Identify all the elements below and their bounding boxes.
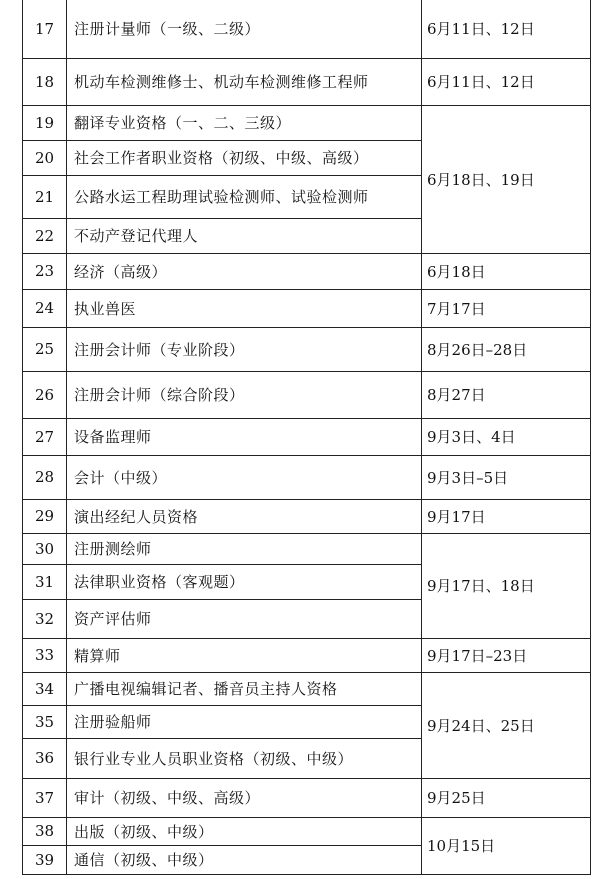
table-row [23,533,591,564]
table-row [23,499,591,533]
row-number: 35 [23,705,67,738]
exam-date: 6月11日、12日 [422,58,591,105]
exam-name: 执业兽医 [67,289,422,327]
exam-schedule-table [22,0,591,875]
row-number: 25 [23,327,67,371]
table-row [23,327,591,371]
exam-name: 资产评估师 [67,599,422,638]
table-row [23,0,591,58]
row-number: 29 [23,499,67,533]
row-number: 23 [23,253,67,289]
exam-date: 9月17日、18日 [422,533,591,638]
row-number: 33 [23,638,67,672]
exam-date: 9月24日、25日 [422,672,591,778]
exam-name: 审计（初级、中级、高级） [67,778,422,817]
row-number: 31 [23,564,67,599]
table-row [23,672,591,705]
row-number: 19 [23,105,67,140]
table-row [23,289,591,327]
row-number: 39 [23,845,67,874]
exam-name: 演出经纪人员资格 [67,499,422,533]
exam-date: 7月17日 [422,289,591,327]
row-number: 26 [23,371,67,418]
exam-name: 法律职业资格（客观题） [67,564,422,599]
exam-date: 9月25日 [422,778,591,817]
row-number: 36 [23,738,67,778]
table-row [23,371,591,418]
exam-date: 8月26日–28日 [422,327,591,371]
table-row [23,253,591,289]
row-number: 38 [23,817,67,845]
exam-name: 社会工作者职业资格（初级、中级、高级） [67,140,422,175]
table-row [23,638,591,672]
exam-name: 出版（初级、中级） [67,817,422,845]
exam-name: 注册会计师（专业阶段） [67,327,422,371]
row-number: 24 [23,289,67,327]
row-number: 18 [23,58,67,105]
exam-name: 翻译专业资格（一、二、三级） [67,105,422,140]
row-number: 32 [23,599,67,638]
exam-name: 注册计量师（一级、二级） [67,0,422,58]
exam-name: 注册测绘师 [67,533,422,564]
row-number: 30 [23,533,67,564]
row-number: 20 [23,140,67,175]
exam-name: 精算师 [67,638,422,672]
table-row [23,58,591,105]
exam-date: 8月27日 [422,371,591,418]
exam-date: 6月11日、12日 [422,0,591,58]
row-number: 22 [23,218,67,253]
table-row [23,778,591,817]
exam-name: 通信（初级、中级） [67,845,422,874]
table-row [23,455,591,499]
exam-date: 6月18日 [422,253,591,289]
exam-name: 设备监理师 [67,418,422,455]
exam-date: 9月17日 [422,499,591,533]
exam-name: 会计（中级） [67,455,422,499]
row-number: 21 [23,175,67,218]
table-row [23,817,591,845]
exam-name: 公路水运工程助理试验检测师、试验检测师 [67,175,422,218]
row-number: 37 [23,778,67,817]
exam-date: 9月3日、4日 [422,418,591,455]
exam-schedule-page [22,0,590,875]
exam-name: 银行业专业人员职业资格（初级、中级） [67,738,422,778]
exam-date: 9月3日–5日 [422,455,591,499]
exam-date: 9月17日–23日 [422,638,591,672]
exam-name: 不动产登记代理人 [67,218,422,253]
row-number: 17 [23,0,67,58]
row-number: 28 [23,455,67,499]
table-row [23,418,591,455]
exam-name: 注册验船师 [67,705,422,738]
row-number: 34 [23,672,67,705]
exam-date: 6月18日、19日 [422,105,591,253]
exam-date: 10月15日 [422,817,591,874]
row-number: 27 [23,418,67,455]
exam-name: 机动车检测维修士、机动车检测维修工程师 [67,58,422,105]
exam-name: 广播电视编辑记者、播音员主持人资格 [67,672,422,705]
table-row [23,105,591,140]
exam-name: 注册会计师（综合阶段） [67,371,422,418]
exam-name: 经济（高级） [67,253,422,289]
